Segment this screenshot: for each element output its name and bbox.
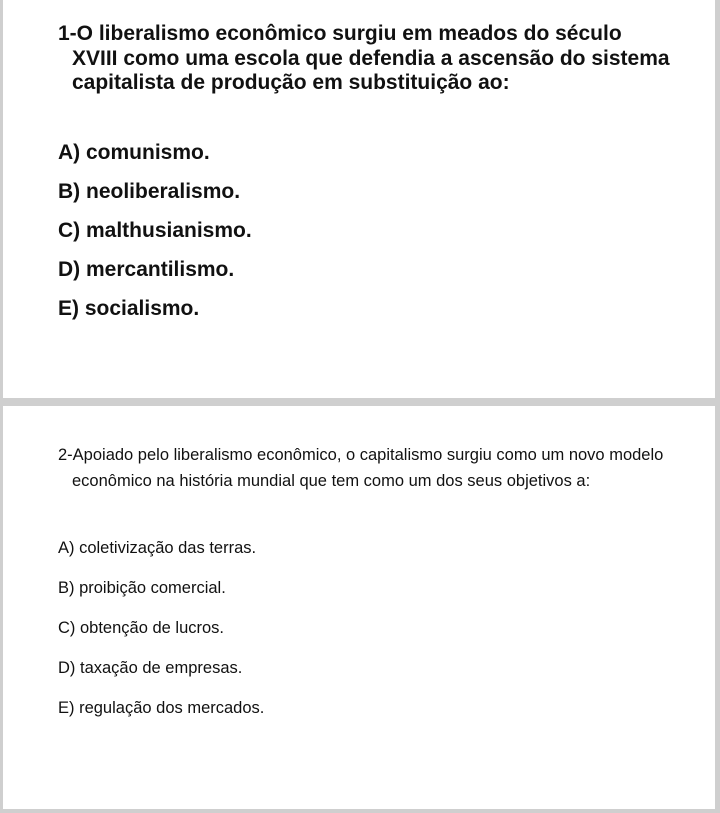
option-a[interactable]: A) comunismo. (58, 141, 210, 164)
question-card-1 (3, 0, 715, 398)
option-a[interactable]: A) coletivização das terras. (58, 539, 257, 557)
question-2-options (58, 537, 264, 737)
question-1-text: 1-O liberalismo econômico surgiu em meados do século XVIII como uma escola que defendia a ascensão do sistema capitalista de produção em substituição ao: (58, 22, 670, 94)
option-c[interactable]: C) malthusianismo. (58, 219, 252, 242)
option-d[interactable]: D) mercantilismo. (58, 258, 235, 281)
option-b[interactable]: B) neoliberalismo. (58, 180, 241, 203)
question-2-text: 2-Apoiado pelo liberalismo econômico, o capitalismo surgiu como um novo modelo econômico na história mundial que tem como um dos seus objetivos a: (58, 446, 664, 490)
option-b[interactable]: B) proibição comercial. (58, 579, 226, 597)
option-d[interactable]: D) taxação de empresas. (58, 659, 243, 677)
option-e[interactable]: E) socialismo. (58, 297, 200, 320)
option-e[interactable]: E) regulação dos mercados. (58, 699, 265, 717)
question-1-options (58, 140, 252, 335)
question-card-2 (3, 406, 715, 809)
option-c[interactable]: C) obtenção de lucros. (58, 619, 225, 637)
